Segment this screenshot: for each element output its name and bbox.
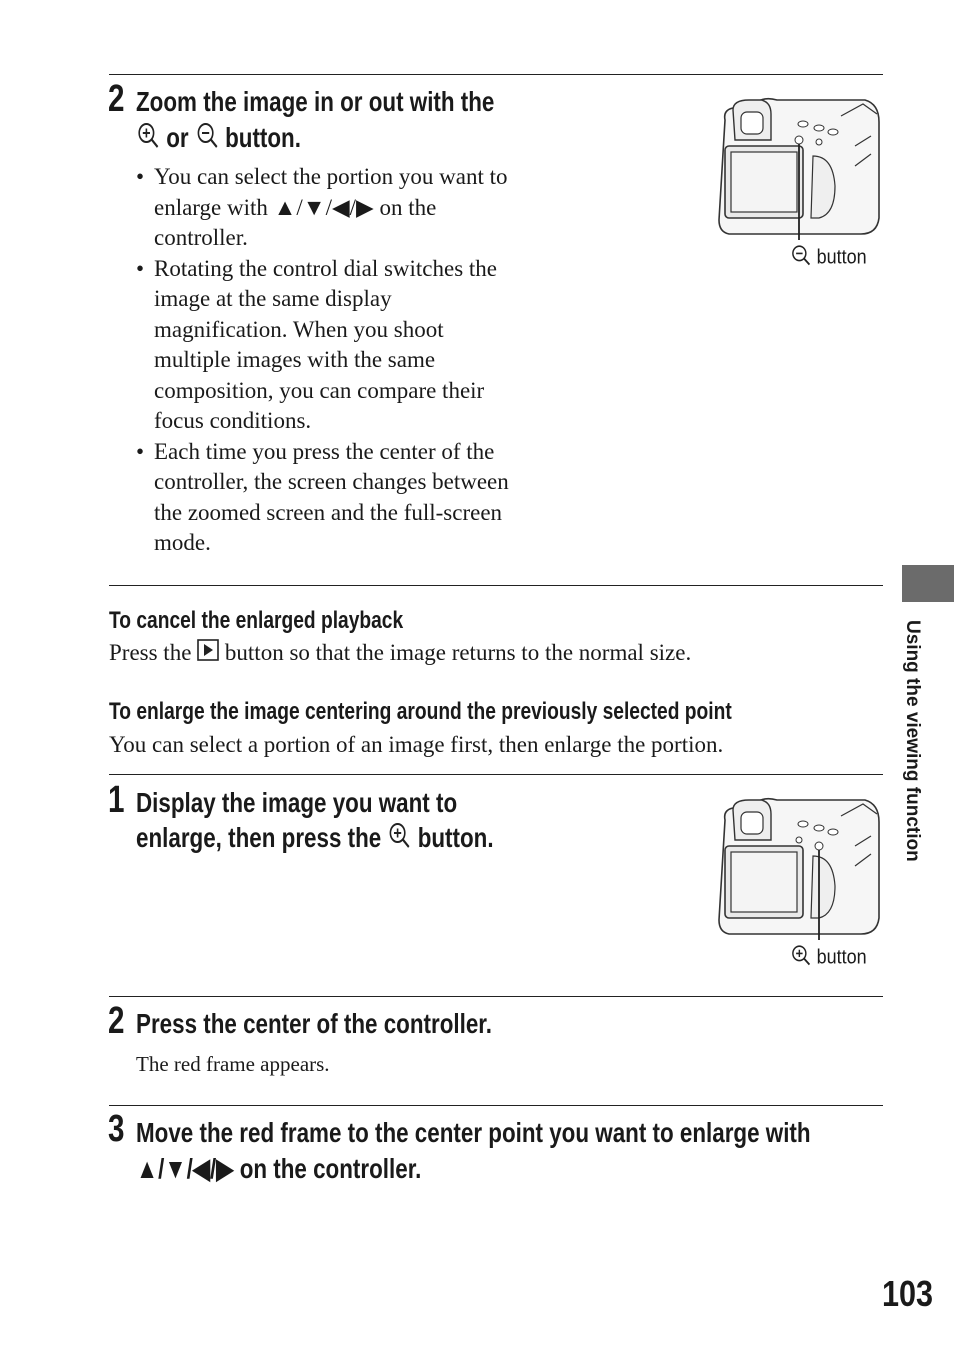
step-heading-text: button.: [417, 822, 494, 853]
section-label: Using the viewing function: [902, 620, 923, 862]
section-text: [109, 638, 691, 670]
figure-caption-text: button: [816, 946, 867, 969]
zoom-out-icon: [195, 120, 219, 159]
bullet-list: [136, 162, 509, 559]
section-text-after: button so that the image returns to the normal size.: [224, 640, 692, 665]
step-heading-line1: Display the image you want to: [136, 787, 458, 818]
list-item-text: You can select the portion you want to enlarge with ▲/▼/◀/▶ on the controller.: [154, 164, 508, 250]
step-heading-line2: [136, 820, 494, 859]
divider: [109, 996, 883, 997]
divider: [109, 774, 883, 775]
or-label: or: [166, 122, 189, 153]
section-heading: To enlarge the image centering around the previously selected point: [109, 698, 732, 725]
list-item: • Rotating the control dial switches the image at the same display magnification. When you shoot multiple images with the same composition, you can compare their focus conditions.: [136, 255, 498, 433]
divider: [109, 585, 883, 586]
section-heading: To cancel the enlarged playback: [109, 607, 404, 634]
step-heading: Press the center of the controller.: [136, 1008, 493, 1039]
page-number: 103: [882, 1273, 934, 1314]
step-heading-line1: Move the red frame to the center point you want to enlarge with: [136, 1117, 811, 1148]
step-heading-text: enlarge, then press the: [136, 822, 382, 853]
camera-back-illustration: [715, 796, 883, 946]
section-text-before: Press the: [109, 640, 192, 665]
list-item-text: Rotating the control dial switches the image at the same display magnification. When you shoot multiple images with the same composition, you can compare their focus conditions.: [154, 255, 498, 433]
step-heading-line1: Zoom the image in or out with the: [136, 86, 495, 117]
divider: [109, 1105, 883, 1106]
playback-icon: [197, 639, 219, 670]
zoom-in-icon: [790, 943, 812, 973]
zoom-in-icon: [387, 820, 411, 859]
step-number: 2: [108, 1000, 125, 1042]
divider: [109, 74, 883, 75]
section-tab: [902, 565, 954, 602]
button-label: button.: [225, 122, 301, 153]
step-number: 3: [108, 1108, 125, 1150]
figure-caption: [790, 243, 867, 273]
camera-back-illustration: [715, 96, 883, 246]
section-text: You can select a portion of an image first, then enlarge the portion.: [109, 732, 724, 757]
list-item: • Each time you press the center of the controller, the screen changes between the zoomed screen and the full-screen mode.: [136, 438, 509, 555]
step-number: 2: [108, 78, 125, 120]
step-number: 1: [108, 779, 125, 821]
list-item-text: Each time you press the center of the controller, the screen changes between the zoomed screen and the full-screen mode.: [154, 438, 509, 555]
step-text: The red frame appears.: [136, 1052, 330, 1076]
step-heading-line2: [136, 120, 301, 159]
step-heading: [136, 84, 494, 120]
zoom-out-icon: [790, 243, 812, 273]
figure-caption: [790, 943, 867, 973]
figure-caption-text: button: [816, 246, 867, 269]
list-item: • You can select the portion you want to enlarge with ▲/▼/◀/▶ on the controller.: [136, 164, 508, 250]
zoom-in-icon: [136, 120, 160, 159]
step-heading-line2: ▲/▼/◀/▶ on the controller.: [136, 1153, 422, 1184]
